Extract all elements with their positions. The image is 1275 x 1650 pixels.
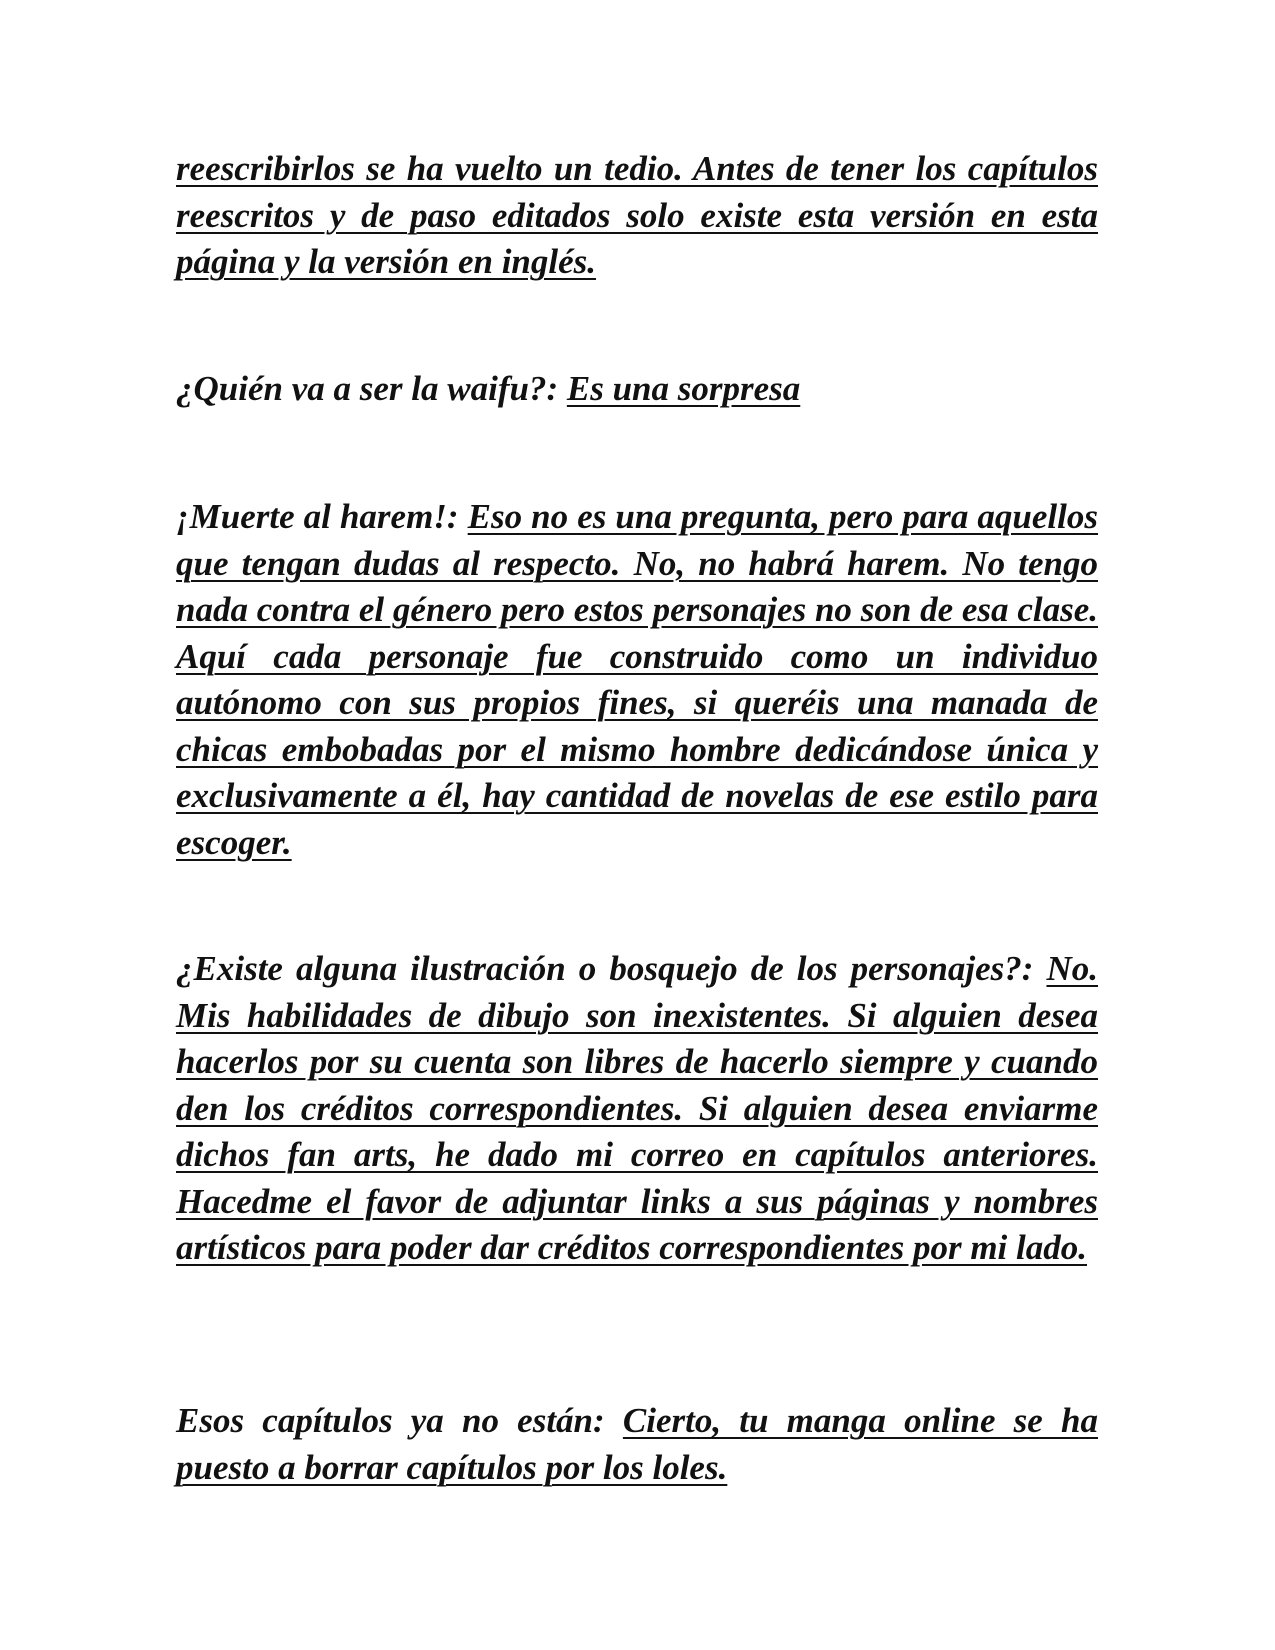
faq-item-missing-chapters [176, 1398, 1098, 1491]
question-text: ¡Muerte al harem!: [176, 497, 459, 536]
answer-text: No. Mis habilidades de dibujo son inexistentes. Si alguien desea hacerlos por su cuenta son libres de hacerlo siempre y cuando den los créditos correspondientes. Si alguien desea enviarme dichos fan arts, he dado mi correo en capítulos anteriores. Hacedme el favor de adjuntar links a sus páginas y nombres artísticos para poder dar créditos correspondientes por mi lado. [176, 949, 1098, 1267]
question-text: ¿Quién va a ser la waifu?: [176, 369, 559, 408]
faq-item-harem [176, 494, 1098, 866]
answer-text: Eso no es una pregunta, pero para aquellos que tengan dudas al respecto. No, no habrá harem. No tengo nada contra el género pero estos personajes no son de esa clase. Aquí cada personaje fue construido como un individuo autónomo con sus propios fines, si queréis una manada de chicas embobadas por el mismo hombre dedicándose única y exclusivamente a él, hay cantidad de novelas de ese estilo para escoger. [176, 497, 1099, 862]
answer-text: Cierto, tu manga online se ha puesto a borrar capítulos por los loles. [176, 1401, 1098, 1487]
answer-text: reescribirlos se ha vuelto un tedio. Antes de tener los capítulos reescritos y de paso editados solo existe esta versión en esta página y la versión en inglés. [176, 149, 1098, 281]
faq-continuation-paragraph [176, 146, 1098, 286]
answer-text: Es una sorpresa [566, 369, 801, 408]
question-text: Esos capítulos ya no están: [176, 1401, 605, 1440]
faq-item-waifu [176, 366, 1098, 413]
question-text: ¿Existe alguna ilustración o bosquejo de los personajes?: [176, 949, 1034, 988]
faq-item-illustrations [176, 946, 1098, 1272]
